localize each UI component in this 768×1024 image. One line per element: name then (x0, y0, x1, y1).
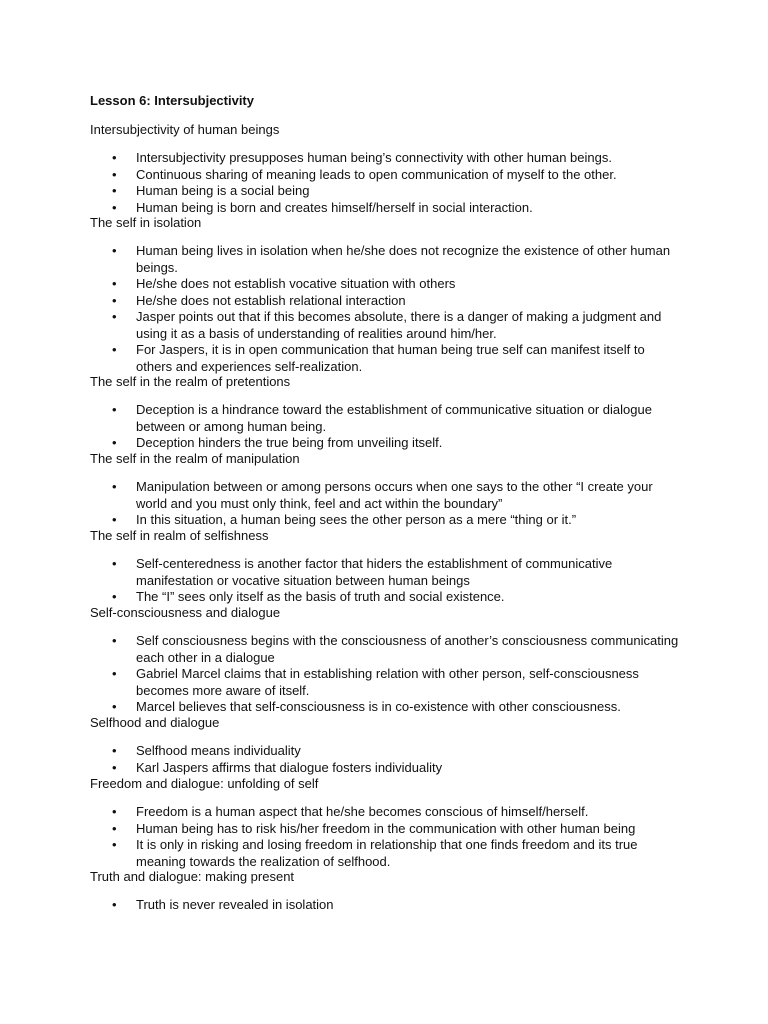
list-item (112, 342, 682, 375)
list-item-text: Jasper points out that if this becomes absolute, there is a danger of making a judgment and using it as a basis of understanding of realities around him/her. (136, 309, 662, 341)
list-item (112, 183, 682, 200)
bullet-icon: • (112, 897, 117, 912)
bullet-icon: • (112, 589, 117, 604)
bullet-list (112, 633, 682, 716)
list-item-text: Selfhood means individuality (136, 743, 301, 758)
list-item (112, 293, 682, 310)
list-item-text: Human being is a social being (136, 183, 310, 198)
list-item (112, 150, 682, 167)
list-item (112, 760, 682, 777)
list-item (112, 821, 682, 838)
bullet-icon: • (112, 309, 117, 324)
list-item-text: In this situation, a human being sees the other person as a mere “thing or it.” (136, 512, 577, 527)
section-heading: The self in realm of selfishness (90, 528, 269, 543)
section-heading: Selfhood and dialogue (90, 715, 220, 730)
bullet-icon: • (112, 759, 117, 775)
bullet-icon: • (112, 633, 117, 648)
bullet-list (112, 556, 682, 606)
bullet-icon: • (112, 292, 117, 308)
list-item (112, 633, 682, 666)
section-heading: Truth and dialogue: making present (90, 869, 295, 884)
section-heading: The self in isolation (90, 215, 202, 230)
bullet-list (112, 150, 682, 216)
list-item (112, 743, 682, 760)
list-item (112, 402, 682, 435)
lesson-title: Lesson 6: Intersubjectivity (90, 93, 254, 108)
bullet-icon: • (112, 150, 117, 165)
list-item-text: Karl Jaspers affirms that dialogue fosters individuality (136, 759, 443, 775)
list-item-text: Self consciousness begins with the consciousness of another’s consciousness communicating each other in a dialogue (136, 633, 679, 665)
list-item-text: Human being lives in isolation when he/she does not recognize the existence of other human beings. (136, 243, 671, 275)
bullet-list (112, 804, 682, 870)
list-item-text: Gabriel Marcel claims that in establishing relation with other person, self-consciousness becomes more aware of itself. (136, 666, 639, 698)
bullet-icon: • (112, 556, 117, 571)
list-item (112, 589, 682, 606)
bullet-icon: • (112, 199, 117, 215)
bullet-icon: • (112, 243, 117, 258)
bullet-icon: • (112, 166, 117, 182)
bullet-icon: • (112, 837, 117, 852)
section-heading: Self-consciousness and dialogue (90, 605, 281, 620)
list-item-text: Continuous sharing of meaning leads to open communication of myself to the other. (136, 166, 617, 182)
list-item-text: Freedom is a human aspect that he/she becomes conscious of himself/herself. (136, 804, 589, 819)
list-item (112, 167, 682, 184)
bullet-list (112, 743, 682, 776)
list-item-text: Marcel believes that self-consciousness is in co-existence with other consciousness. (136, 699, 621, 714)
bullet-list (112, 897, 682, 914)
list-item (112, 666, 682, 699)
bullet-icon: • (112, 402, 117, 417)
section-heading: The self in the realm of pretentions (90, 374, 291, 389)
bullet-icon: • (112, 479, 117, 494)
bullet-icon: • (112, 666, 117, 681)
list-item-text: Human being has to risk his/her freedom in the communication with other human being (136, 820, 636, 836)
list-item (112, 699, 682, 716)
bullet-icon: • (112, 804, 117, 819)
list-item (112, 804, 682, 821)
bullet-list (112, 243, 682, 375)
section-heading: The self in the realm of manipulation (90, 451, 300, 466)
list-item-text: Intersubjectivity presupposes human being’s connectivity with other human beings. (136, 150, 612, 165)
bullet-icon: • (112, 435, 117, 450)
list-item-text: It is only in risking and losing freedom in relationship that one finds freedom and its true meaning towards the realization of selfhood. (136, 837, 638, 869)
list-item-text: He/she does not establish vocative situation with others (136, 276, 456, 291)
list-item (112, 276, 682, 293)
bullet-list (112, 479, 682, 529)
bullet-icon: • (112, 512, 117, 527)
list-item (112, 309, 682, 342)
list-item-text: Deception is a hindrance toward the establishment of communicative situation or dialogue between or among human being. (136, 402, 652, 434)
list-item-text: Manipulation between or among persons occurs when one says to the other “I create your world and you must only think, feel and act within the boundary” (136, 479, 653, 511)
list-item (112, 897, 682, 914)
bullet-list (112, 402, 682, 452)
section-heading: Intersubjectivity of human beings (90, 122, 280, 137)
list-item-text: Truth is never revealed in isolation (136, 897, 334, 912)
bullet-icon: • (112, 276, 117, 291)
list-item-text: Deception hinders the true being from unveiling itself. (136, 435, 443, 450)
list-item (112, 243, 682, 276)
list-item (112, 200, 682, 217)
list-item (112, 435, 682, 452)
bullet-icon: • (112, 342, 117, 357)
list-item-text: Human being is born and creates himself/herself in social interaction. (136, 199, 533, 215)
list-item (112, 479, 682, 512)
bullet-icon: • (112, 699, 117, 714)
list-item (112, 512, 682, 529)
bullet-icon: • (112, 820, 117, 836)
list-item-text: For Jaspers, it is in open communication that human being true self can manifest itself to others and experiences self-realization. (136, 342, 645, 374)
bullet-icon: • (112, 183, 117, 198)
list-item (112, 837, 682, 870)
list-item-text: Self-centeredness is another factor that hiders the establishment of communicative manifestation or vocative situation between human beings (136, 556, 613, 588)
list-item-text: He/she does not establish relational interaction (136, 292, 406, 308)
list-item (112, 556, 682, 589)
list-item-text: The “I” sees only itself as the basis of truth and social existence. (136, 589, 505, 604)
bullet-icon: • (112, 743, 117, 758)
section-heading: Freedom and dialogue: unfolding of self (90, 776, 319, 791)
